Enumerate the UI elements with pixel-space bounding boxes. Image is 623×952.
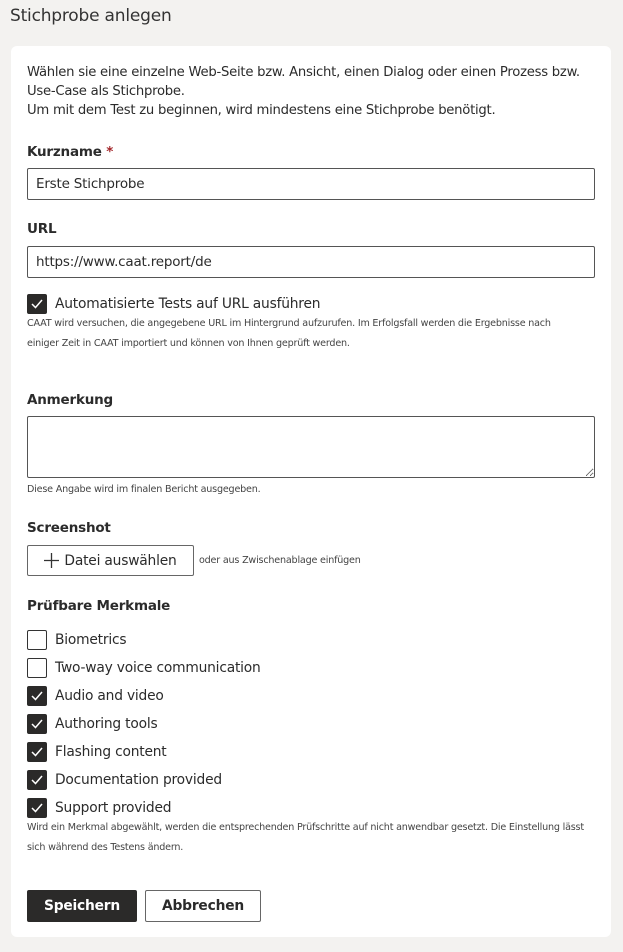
feature-checkbox[interactable] xyxy=(27,658,261,678)
features-help xyxy=(27,818,584,858)
url-label: URL xyxy=(27,221,57,237)
plus-icon xyxy=(44,553,59,568)
screenshot-hint: oder aus Zwischenablage einfügen xyxy=(199,555,361,566)
checkbox-checked-icon[interactable] xyxy=(27,714,47,734)
intro-text xyxy=(27,63,607,120)
help-line: CAAT wird versuchen, die angegebene URL im Hintergrund aufzurufen. Im Erfolgsfall werden die Ergebnisse nach xyxy=(27,318,551,329)
checkbox-checked-icon[interactable] xyxy=(27,770,47,790)
feature-label: Audio and video xyxy=(55,688,164,704)
save-button[interactable]: Speichern xyxy=(27,890,137,922)
feature-checkbox[interactable] xyxy=(27,630,126,650)
kurzname-input[interactable]: Erste Stichprobe xyxy=(27,168,595,200)
checkbox-unchecked-icon[interactable] xyxy=(27,630,47,650)
sample-form-card xyxy=(11,46,611,937)
feature-label: Authoring tools xyxy=(55,716,158,732)
auto-tests-label: Automatisierte Tests auf URL ausführen xyxy=(55,296,321,312)
help-line: einiger Zeit in CAAT importiert und können von Ihnen geprüft werden. xyxy=(27,338,350,349)
checkbox-checked-icon[interactable] xyxy=(27,742,47,762)
url-input[interactable]: https://www.caat.report/de xyxy=(27,246,595,278)
features-label: Prüfbare Merkmale xyxy=(27,598,171,614)
feature-checkbox[interactable] xyxy=(27,714,157,734)
feature-checkbox[interactable] xyxy=(27,742,167,762)
kurzname-label-text: Kurzname xyxy=(27,144,102,160)
anmerkung-help: Diese Angabe wird im finalen Bericht ausgegeben. xyxy=(27,484,261,495)
anmerkung-label: Anmerkung xyxy=(27,392,114,408)
checkbox-checked-icon[interactable] xyxy=(27,798,47,818)
help-line: sich während des Testens ändern. xyxy=(27,842,184,853)
feature-label: Documentation provided xyxy=(55,772,222,788)
file-select-label: Datei auswählen xyxy=(64,552,177,569)
feature-label: Support provided xyxy=(55,800,172,816)
feature-checkbox[interactable] xyxy=(27,770,222,790)
feature-checkbox[interactable] xyxy=(27,798,171,818)
auto-tests-checkbox[interactable] xyxy=(27,294,320,314)
anmerkung-textarea[interactable] xyxy=(27,416,595,478)
intro-line: Use-Case als Stichprobe. xyxy=(27,84,185,99)
checkbox-checked-icon[interactable] xyxy=(27,294,47,314)
required-mark: * xyxy=(106,144,114,160)
checkbox-checked-icon[interactable] xyxy=(27,686,47,706)
intro-line: Um mit dem Test zu beginnen, wird mindestens eine Stichprobe benötigt. xyxy=(27,103,496,118)
auto-tests-help xyxy=(27,314,551,354)
feature-label: Flashing content xyxy=(55,744,167,760)
checkbox-unchecked-icon[interactable] xyxy=(27,658,47,678)
file-select-button[interactable] xyxy=(27,545,194,576)
intro-line: Wählen sie eine einzelne Web-Seite bzw. Ansicht, einen Dialog oder einen Prozess bzw. xyxy=(27,65,580,80)
feature-label: Biometrics xyxy=(55,632,127,648)
help-line: Wird ein Merkmal abgewählt, werden die entsprechenden Prüfschritte auf nicht anwendbar gesetzt. Die Einstellung lässt xyxy=(27,822,584,833)
kurzname-label xyxy=(27,144,113,160)
page-title: Stichprobe anlegen xyxy=(10,6,172,26)
feature-checkbox[interactable] xyxy=(27,686,164,706)
screenshot-label: Screenshot xyxy=(27,520,111,536)
feature-label: Two-way voice communication xyxy=(55,660,261,676)
cancel-button[interactable]: Abbrechen xyxy=(145,890,261,922)
